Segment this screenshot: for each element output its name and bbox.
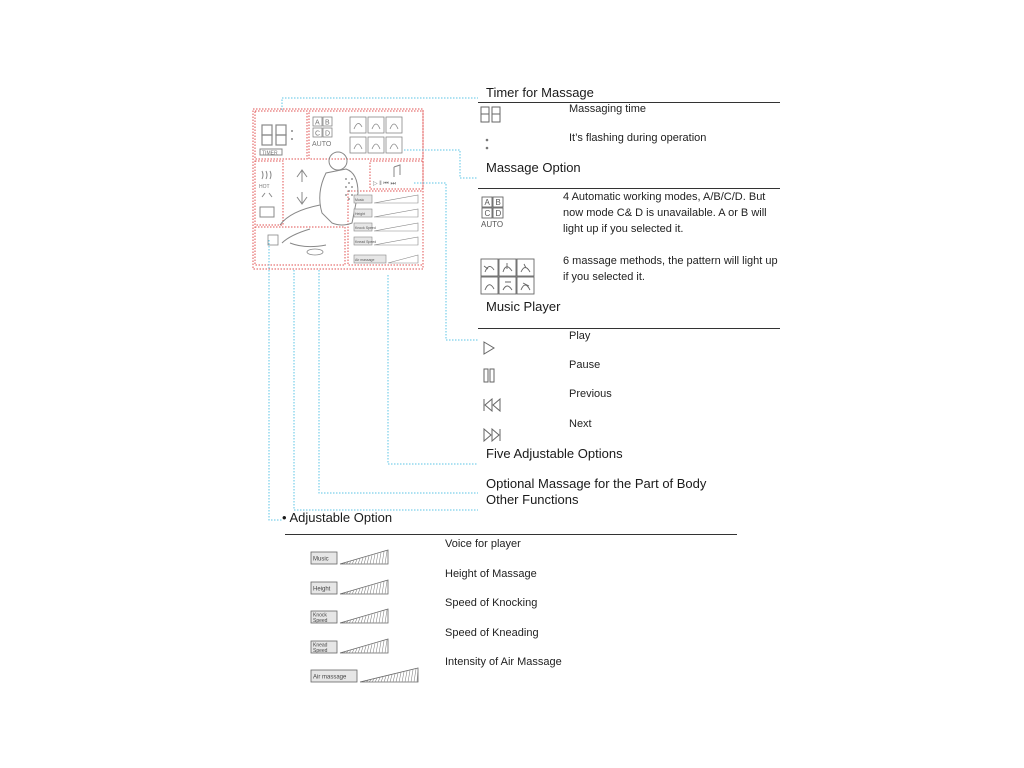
mode-c-letter: C [484, 209, 491, 218]
adjust-option-label: Speed of Knocking [445, 597, 538, 609]
massage-option-heading: Massage Option [486, 160, 581, 175]
lcd-bar-label: Knead Speed [355, 240, 377, 244]
previous-icon [482, 398, 502, 417]
adjustable-option-heading: • Adjustable Option [282, 510, 393, 525]
svg-text:Knock: Knock [313, 612, 327, 619]
adjustable-option-rule [285, 534, 737, 535]
methods-description: 6 massage methods, the pattern will light up if you selected it. [563, 255, 778, 283]
lcd-bar-label: Height [355, 212, 366, 216]
svg-text:Knead: Knead [313, 642, 328, 649]
svg-text:A: A [315, 119, 320, 127]
svg-text:Speed: Speed [313, 618, 328, 624]
svg-text:D: D [325, 130, 331, 138]
control-previous-label: Previous [569, 388, 612, 400]
pause-icon [482, 368, 496, 389]
massage-methods-icon [480, 258, 536, 301]
music-player-heading: Music Player [486, 299, 561, 314]
mode-b-letter: B [495, 198, 501, 207]
adjust-badge-bar-icon [310, 546, 390, 568]
timer-digits-icon [480, 106, 502, 129]
mode-d-letter: D [495, 209, 502, 218]
adjust-option-label: Height of Massage [445, 568, 537, 580]
play-icon [482, 341, 496, 360]
svg-text:Music: Music [313, 556, 329, 563]
abcd-auto-icon [480, 196, 510, 235]
timer-item-flashing: It’s flashing during operation [569, 132, 707, 144]
svg-text:C: C [315, 130, 321, 138]
adjust-badge-bar-icon [310, 635, 390, 657]
control-play-label: Play [569, 330, 591, 342]
modes-description: 4 Automatic working modes, A/B/C/D. But now mode C& D is unavailable. A or B will light up if you selected it. [563, 191, 767, 235]
adjust-badge-bar-icon [310, 576, 390, 598]
adjust-option-label: Voice for player [445, 538, 521, 550]
next-icon [482, 428, 502, 447]
control-next-label: Next [569, 418, 592, 430]
timer-item-massaging-time: Massaging time [569, 103, 647, 115]
svg-text:Speed: Speed [313, 648, 328, 654]
body-part-heading: Optional Massage for the Part of Body [486, 476, 707, 491]
svg-text:B: B [325, 119, 330, 127]
svg-text:Air massage: Air massage [313, 674, 347, 681]
svg-text:AUTO: AUTO [312, 141, 332, 148]
adjust-badge-bar-icon [310, 605, 390, 627]
lcd-hot-label: HOT [259, 184, 270, 190]
lcd-bar-label: Music [355, 198, 365, 202]
lcd-bar-label: Knock Speed [355, 226, 376, 230]
mode-a-letter: A [484, 198, 490, 207]
five-options-heading: Five Adjustable Options [486, 446, 623, 461]
control-pause-label: Pause [569, 359, 601, 371]
colon-flash-icon [484, 137, 490, 156]
adjust-option-label: Speed of Kneading [445, 627, 539, 639]
adjust-option-label: Intensity of Air Massage [445, 656, 562, 668]
music-player-rule [478, 328, 780, 329]
lcd-bar-label: Air massage [355, 258, 375, 262]
svg-text:▷ ‖ ⏮ ⏭: ▷ ‖ ⏮ ⏭ [373, 181, 396, 187]
svg-text:Height: Height [313, 586, 331, 593]
adjust-badge-bar-icon [310, 664, 420, 686]
timer-heading: Timer for Massage [486, 85, 594, 100]
other-functions-heading: Other Functions [486, 492, 579, 507]
auto-label: AUTO [481, 220, 504, 229]
lcd-timer-label: TIMER [262, 150, 278, 157]
